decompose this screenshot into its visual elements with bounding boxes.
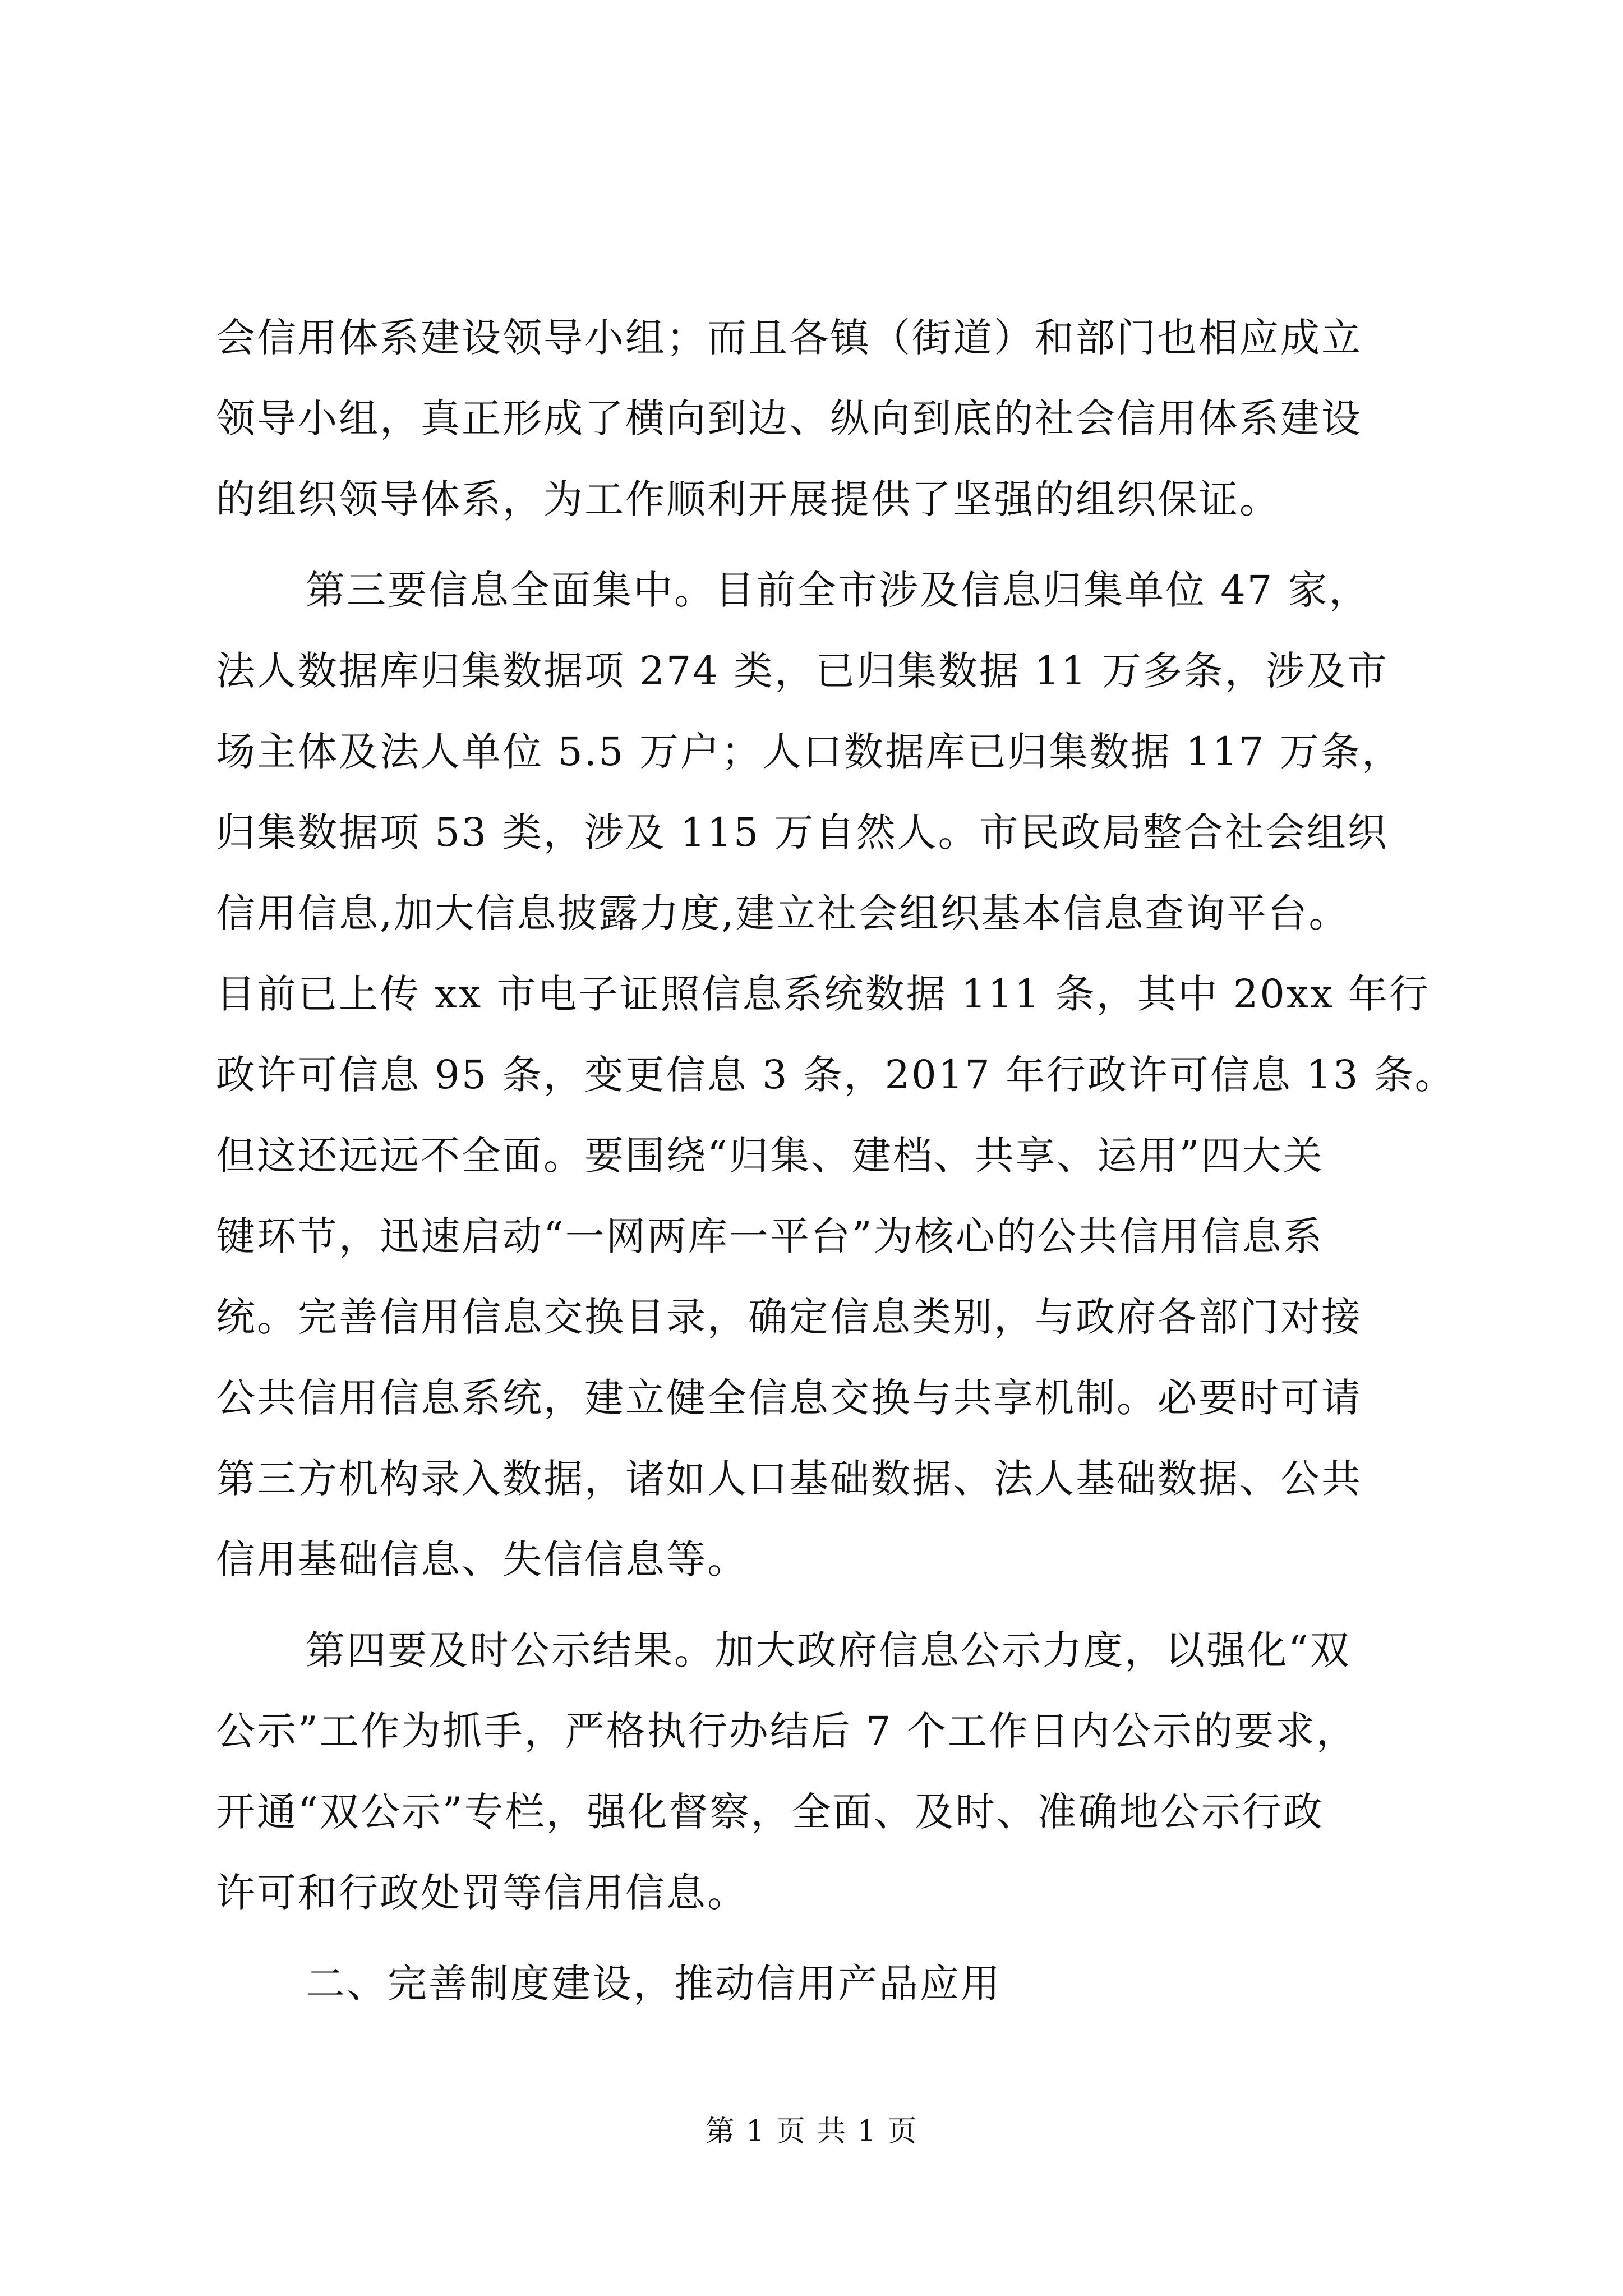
paragraph-publicity — [216, 1610, 1427, 1933]
text-line: 第三方机构录入数据，诸如人口基础数据、法人基础数据、公共 — [216, 1456, 1362, 1502]
text-line: 法人数据库归集数据项 274 类，已归集数据 11 万多条，涉及市 — [216, 648, 1389, 694]
section-heading — [216, 1943, 1427, 2024]
text-line: 键环节，迅速启动“一网两库一平台”为核心的公共信用信息系 — [216, 1213, 1324, 1259]
text-line: 的组织领导体系，为工作顺利开展提供了坚强的组织保证。 — [216, 476, 1280, 522]
text-line: 信用基础信息、失信信息等。 — [216, 1536, 748, 1582]
text-line: 领导小组，真正形成了横向到边、纵向到底的社会信用体系建设 — [216, 395, 1362, 441]
text-line: 公共信用信息系统，建立健全信息交换与共享机制。必要时可请 — [216, 1375, 1362, 1421]
page-number-label: 第 1 页 共 1 页 — [705, 2115, 918, 2148]
paragraph-information-collection — [216, 550, 1456, 1600]
text-line: 第四要及时公示结果。加大政府信息公示力度，以强化“双 — [306, 1627, 1351, 1673]
page-footer — [0, 2109, 1623, 2154]
text-line: 许可和行政处罚等信用信息。 — [216, 1870, 748, 1916]
text-line: 信用信息,加大信息披露力度,建立社会组织基本信息查询平台。 — [216, 890, 1350, 936]
text-line: 开通“双公示”专栏，强化督察，全面、及时、准确地公示行政 — [216, 1789, 1324, 1835]
heading-line: 二、完善制度建设，推动信用产品应用 — [306, 1961, 1002, 2007]
text-line: 归集数据项 53 类，涉及 115 万自然人。市民政局整合社会组织 — [216, 809, 1389, 855]
text-line: 统。完善信用信息交换目录，确定信息类别，与政府各部门对接 — [216, 1294, 1362, 1340]
text-line: 政许可信息 95 条，变更信息 3 条，2017 年行政许可信息 13 条。 — [216, 1052, 1456, 1098]
paragraph-continuation — [216, 297, 1427, 540]
text-line: 会信用体系建设领导小组；而且各镇（街道）和部门也相应成立 — [216, 315, 1362, 361]
document-body — [216, 297, 1456, 2024]
text-line: 公示”工作为抓手，严格执行办结后 7 个工作日内公示的要求， — [216, 1708, 1357, 1754]
text-line: 场主体及法人单位 5.5 万户；人口数据库已归集数据 117 万条， — [216, 729, 1403, 775]
text-line: 但这还远远不全面。要围绕“归集、建档、共享、运用”四大关 — [216, 1133, 1324, 1179]
text-line: 第三要信息全面集中。目前全市涉及信息归集单位 47 家， — [306, 567, 1370, 613]
text-line: 目前已上传 xx 市电子证照信息系统数据 111 条，其中 20xx 年行 — [216, 971, 1431, 1017]
